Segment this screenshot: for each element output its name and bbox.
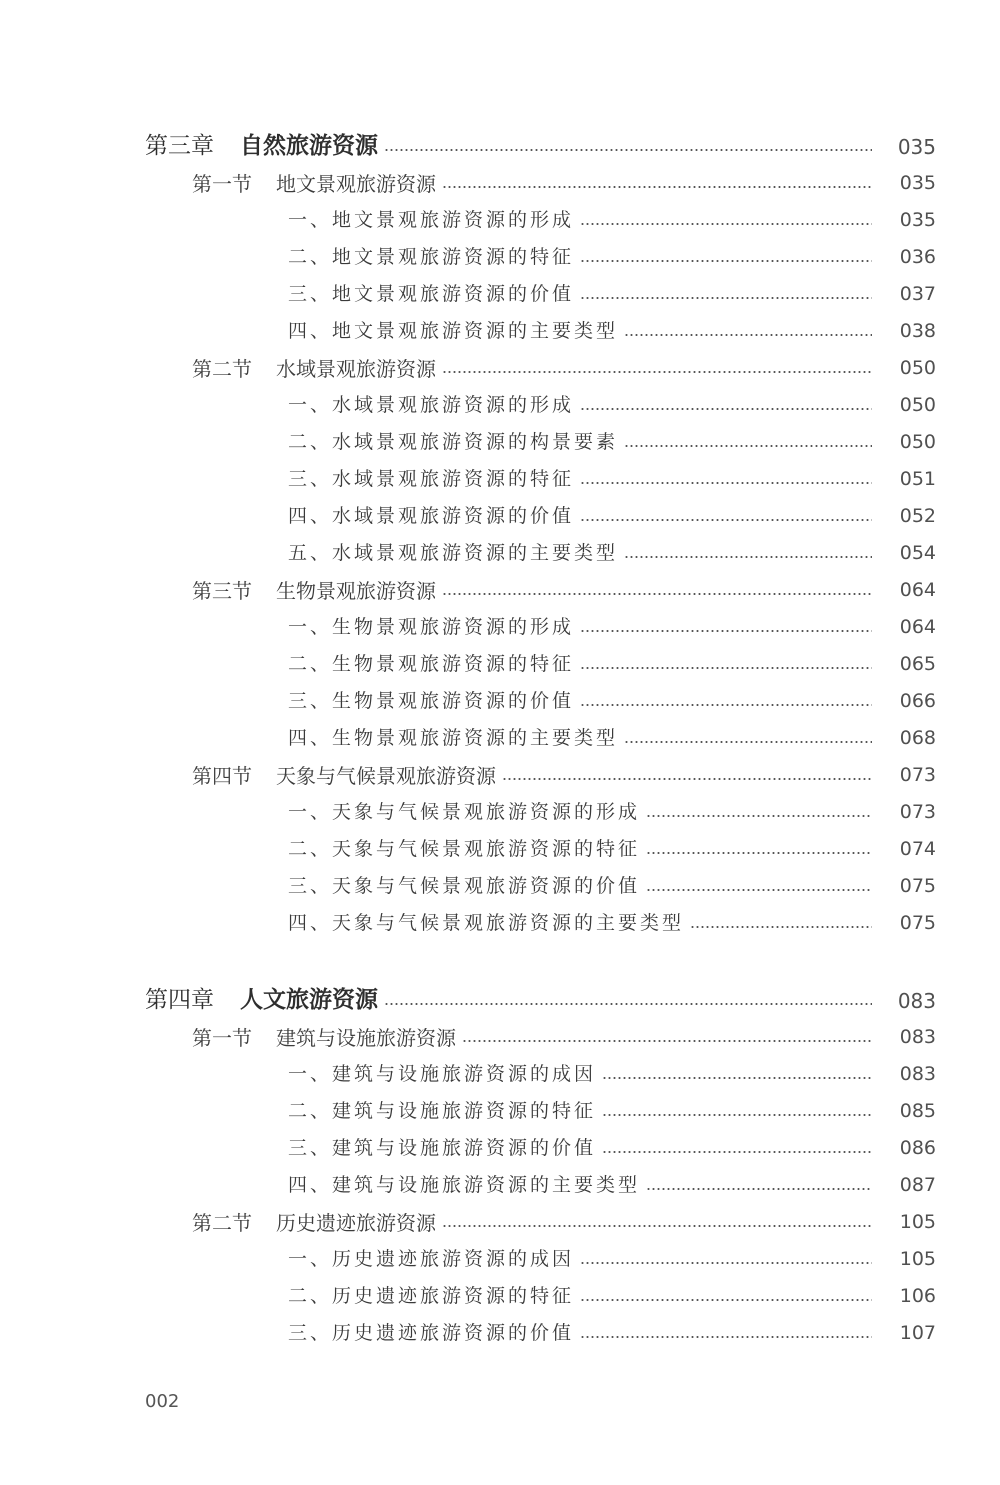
chapter-title: 人文旅游资源 <box>240 987 378 1013</box>
page-ref: 083 <box>897 988 936 1013</box>
sub-title: 三、建筑与设施旅游资源的价值 <box>288 1137 597 1159</box>
dot-leader <box>580 297 872 299</box>
sub-title: 一、水域景观旅游资源的形成 <box>288 394 575 416</box>
dot-leader <box>442 593 872 595</box>
dot-leader <box>580 630 872 632</box>
page-ref: 065 <box>899 653 936 675</box>
page-ref: 035 <box>899 172 936 194</box>
page-ref: 085 <box>899 1100 936 1122</box>
sub-title: 一、天象与气候景观旅游资源的形成 <box>288 801 641 823</box>
section-title: 水域景观旅游资源 <box>276 356 436 381</box>
sub-title: 三、水域景观旅游资源的特征 <box>288 468 575 490</box>
dot-leader <box>580 704 872 706</box>
toc-sub-entry <box>288 1130 936 1167</box>
dot-leader <box>646 852 872 854</box>
dot-leader <box>602 1077 872 1079</box>
toc-sub-entry <box>288 609 936 646</box>
sub-title: 一、建筑与设施旅游资源的成因 <box>288 1063 597 1085</box>
sub-title: 三、历史遗迹旅游资源的价值 <box>288 1322 575 1344</box>
section-number: 第一节 <box>192 171 252 196</box>
page-ref: 064 <box>899 579 936 601</box>
toc-sub-entry <box>288 905 936 942</box>
toc-sub-entry <box>288 1056 936 1093</box>
dot-leader <box>580 482 872 484</box>
sub-title: 三、生物景观旅游资源的价值 <box>288 690 575 712</box>
page-ref: 036 <box>899 246 936 268</box>
sub-title: 四、天象与气候景观旅游资源的主要类型 <box>288 912 685 934</box>
page-ref: 075 <box>899 912 936 934</box>
section-title: 天象与气候景观旅游资源 <box>276 763 496 788</box>
toc-sub-entry <box>288 424 936 461</box>
chapter-number: 第四章 <box>145 987 214 1013</box>
dot-leader <box>624 741 872 743</box>
dot-leader <box>384 149 872 151</box>
toc-sub-entry <box>288 868 936 905</box>
section-title: 生物景观旅游资源 <box>276 578 436 603</box>
dot-leader <box>624 556 872 558</box>
toc-section-entry <box>192 757 936 794</box>
toc-chapter-entry <box>145 128 936 165</box>
toc-sub-entry <box>288 1241 936 1278</box>
toc-sub-entry <box>288 461 936 498</box>
page-ref: 074 <box>899 838 936 860</box>
sub-title: 二、天象与气候景观旅游资源的特征 <box>288 838 641 860</box>
dot-leader <box>442 186 872 188</box>
toc-sub-entry <box>288 646 936 683</box>
dot-leader <box>624 445 872 447</box>
page-ref: 073 <box>899 801 936 823</box>
toc-sub-entry <box>288 794 936 831</box>
dot-leader <box>580 667 872 669</box>
sub-title: 三、地文景观旅游资源的价值 <box>288 283 575 305</box>
page-ref: 075 <box>899 875 936 897</box>
sub-title: 四、建筑与设施旅游资源的主要类型 <box>288 1174 641 1196</box>
toc-sub-entry <box>288 313 936 350</box>
page-ref: 038 <box>899 320 936 342</box>
sub-title: 二、建筑与设施旅游资源的特征 <box>288 1100 597 1122</box>
sub-title: 一、生物景观旅游资源的形成 <box>288 616 575 638</box>
sub-title: 二、水域景观旅游资源的构景要素 <box>288 431 619 453</box>
section-number: 第二节 <box>192 356 252 381</box>
page-ref: 106 <box>899 1285 936 1307</box>
dot-leader <box>624 334 872 336</box>
toc-section-entry <box>192 1019 936 1056</box>
page-ref: 050 <box>899 357 936 379</box>
chapter-title: 自然旅游资源 <box>240 133 378 159</box>
dot-leader <box>580 1336 872 1338</box>
page-ref: 068 <box>899 727 936 749</box>
toc-section-entry <box>192 165 936 202</box>
page-ref: 050 <box>899 431 936 453</box>
dot-leader <box>690 926 872 928</box>
dot-leader <box>602 1114 872 1116</box>
sub-title: 一、历史遗迹旅游资源的成因 <box>288 1248 575 1270</box>
dot-leader <box>602 1151 872 1153</box>
sub-title: 三、天象与气候景观旅游资源的价值 <box>288 875 641 897</box>
toc-sub-entry <box>288 535 936 572</box>
sub-title: 二、生物景观旅游资源的特征 <box>288 653 575 675</box>
page-ref: 087 <box>899 1174 936 1196</box>
page-ref: 052 <box>899 505 936 527</box>
toc-sub-entry <box>288 387 936 424</box>
toc-sub-entry <box>288 720 936 757</box>
sub-title: 四、水域景观旅游资源的价值 <box>288 505 575 527</box>
dot-leader <box>646 1188 872 1190</box>
page-ref: 105 <box>899 1211 936 1233</box>
toc-sub-entry <box>288 239 936 276</box>
dot-leader <box>580 260 872 262</box>
page-ref: 066 <box>899 690 936 712</box>
page-ref: 083 <box>899 1026 936 1048</box>
dot-leader <box>462 1040 872 1042</box>
sub-title: 四、地文景观旅游资源的主要类型 <box>288 320 619 342</box>
toc-section-entry <box>192 1204 936 1241</box>
section-title: 地文景观旅游资源 <box>276 171 436 196</box>
dot-leader <box>646 889 872 891</box>
dot-leader <box>442 371 872 373</box>
sub-title: 四、生物景观旅游资源的主要类型 <box>288 727 619 749</box>
dot-leader <box>442 1225 872 1227</box>
page-ref: 105 <box>899 1248 936 1270</box>
page-ref: 064 <box>899 616 936 638</box>
toc-sub-entry <box>288 683 936 720</box>
toc-sub-entry <box>288 1278 936 1315</box>
toc-sub-entry <box>288 831 936 868</box>
dot-leader <box>580 408 872 410</box>
section-number: 第二节 <box>192 1210 252 1235</box>
chapter-number: 第三章 <box>145 133 214 159</box>
page-ref: 051 <box>899 468 936 490</box>
page-number: 002 <box>145 1391 180 1412</box>
dot-leader <box>646 815 872 817</box>
sub-title: 二、历史遗迹旅游资源的特征 <box>288 1285 575 1307</box>
sub-title: 一、地文景观旅游资源的形成 <box>288 209 575 231</box>
page-ref: 035 <box>899 209 936 231</box>
section-number: 第三节 <box>192 578 252 603</box>
toc-sub-entry <box>288 498 936 535</box>
section-title: 历史遗迹旅游资源 <box>276 1210 436 1235</box>
toc-sub-entry <box>288 1093 936 1130</box>
page-ref: 073 <box>899 764 936 786</box>
page-ref: 107 <box>899 1322 936 1344</box>
page-ref: 054 <box>899 542 936 564</box>
page-ref: 037 <box>899 283 936 305</box>
toc-sub-entry <box>288 276 936 313</box>
toc-sub-entry <box>288 202 936 239</box>
dot-leader <box>580 519 872 521</box>
page-ref: 083 <box>899 1063 936 1085</box>
page-ref: 035 <box>897 134 936 159</box>
dot-leader <box>580 1299 872 1301</box>
toc-section-entry <box>192 350 936 387</box>
toc-section-entry <box>192 572 936 609</box>
dot-leader <box>502 778 872 780</box>
section-number: 第四节 <box>192 763 252 788</box>
section-title: 建筑与设施旅游资源 <box>276 1025 456 1050</box>
dot-leader <box>384 1003 872 1005</box>
toc-sub-entry <box>288 1315 936 1352</box>
dot-leader <box>580 1262 872 1264</box>
page-ref: 050 <box>899 394 936 416</box>
page-ref: 086 <box>899 1137 936 1159</box>
toc-chapter-entry <box>145 982 936 1019</box>
toc-sub-entry <box>288 1167 936 1204</box>
sub-title: 二、地文景观旅游资源的特征 <box>288 246 575 268</box>
section-number: 第一节 <box>192 1025 252 1050</box>
dot-leader <box>580 223 872 225</box>
sub-title: 五、水域景观旅游资源的主要类型 <box>288 542 619 564</box>
